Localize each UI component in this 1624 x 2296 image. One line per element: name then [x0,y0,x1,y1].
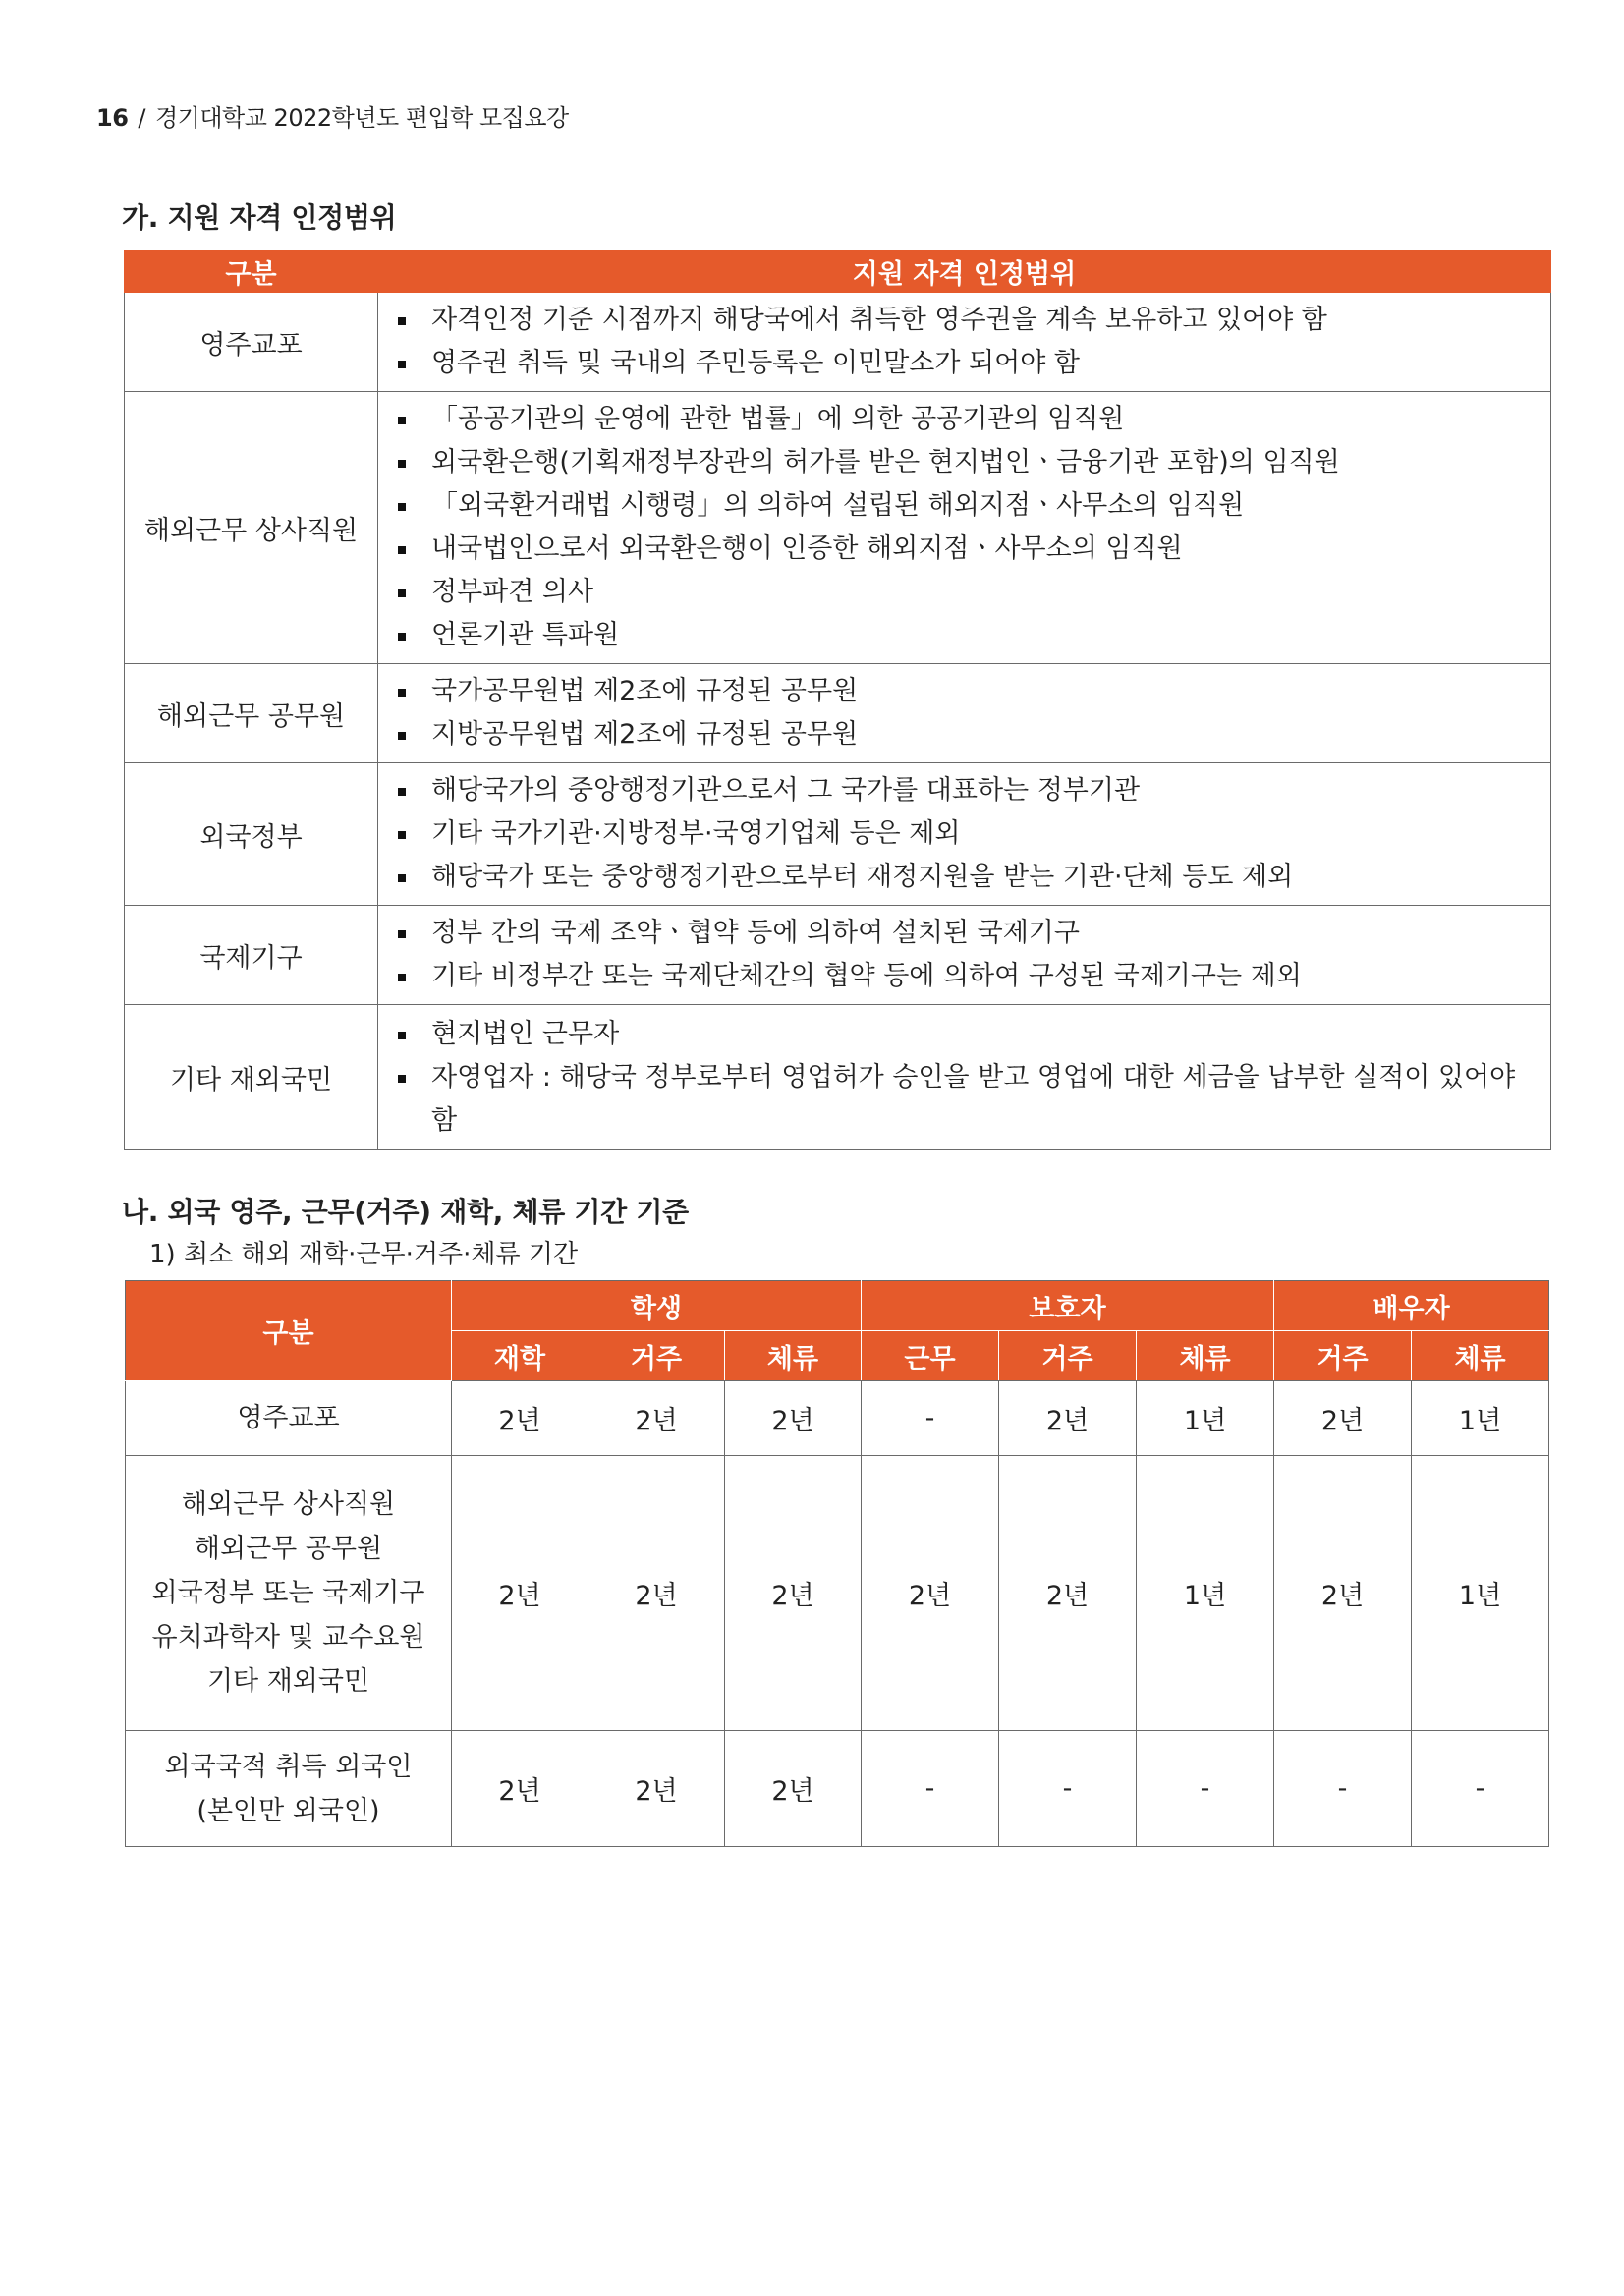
row-category: 기타 재외국민 [125,1005,378,1150]
row-items [378,763,1551,906]
list-item: 기타 비정부간 또는 국제단체간의 협약 등에 의하여 구성된 국제기구는 제외 [392,955,1537,998]
table-header-category: 구분 [125,251,378,293]
eligibility-table [124,250,1551,1150]
category-line: 해외근무 상사직원 [181,1489,396,1520]
category-line: 기타 재외국민 [206,1666,370,1697]
period-cell: - [999,1731,1137,1847]
row-items [378,664,1551,763]
period-cell: 2년 [999,1456,1137,1731]
list-item: 기타 국가기관·지방정부·국영기업체 등은 제외 [392,812,1537,856]
category-line: (본인만 외국인) [196,1795,380,1826]
list-item: 「외국환거래법 시행령」의 의하여 설립된 해외지점ㆍ사무소의 임직원 [392,484,1537,528]
period-cell: - [1274,1731,1412,1847]
row-category: 해외근무 상사직원 [125,392,378,664]
group-header-guardian: 보호자 [862,1281,1274,1331]
category-line: 해외근무 공무원 [194,1534,383,1564]
period-cell: 2년 [452,1731,588,1847]
table-header-scope: 지원 자격 인정범위 [378,251,1551,293]
row-category [126,1456,452,1731]
list-item: 정부파견 의사 [392,571,1537,614]
list-item: 내국법인으로서 외국환은행이 인증한 해외지점ㆍ사무소의 임직원 [392,528,1537,571]
list-item: 자영업자 : 해당국 정부로부터 영업허가 승인을 받고 영업에 대한 세금을 납부한 실적이 있어야 함 [392,1056,1537,1143]
period-cell: - [862,1731,999,1847]
row-items [378,906,1551,1005]
subcol-header: 거주 [588,1331,725,1381]
period-cell: 2년 [452,1381,588,1456]
table-header-category: 구분 [126,1281,452,1381]
table-row [126,1456,1549,1731]
period-cell: 2년 [725,1456,862,1731]
group-header-student: 학생 [452,1281,862,1331]
list-item: 해당국가 또는 중앙행정기관으로부터 재정지원을 받는 기관·단체 등도 제외 [392,856,1537,899]
table-row [126,1381,1549,1456]
list-item: 언론기관 특파원 [392,614,1537,657]
row-category: 해외근무 공무원 [125,664,378,763]
list-item: 정부 간의 국제 조약ㆍ협약 등에 의하여 설치된 국제기구 [392,912,1537,955]
category-line: 유치과학자 및 교수요원 [151,1622,425,1652]
period-cell: 1년 [1412,1456,1549,1731]
subcol-header: 근무 [862,1331,999,1381]
list-item: 해당국가의 중앙행정기관으로서 그 국가를 대표하는 정부기관 [392,769,1537,812]
period-cell: 1년 [1412,1381,1549,1456]
period-cell: - [1137,1731,1274,1847]
residence-period-table [125,1280,1549,1847]
table-row [125,763,1551,906]
document-title: 경기대학교 2022학년도 편입학 모집요강 [155,104,569,132]
period-cell: 1년 [1137,1381,1274,1456]
page-number: 16 [96,104,129,132]
category-line: 외국정부 또는 국제기구 [151,1578,425,1608]
row-items [378,392,1551,664]
category-line: 영주교포 [237,1403,340,1433]
period-cell: 2년 [588,1731,725,1847]
row-category: 외국정부 [125,763,378,906]
period-cell: 1년 [1137,1456,1274,1731]
subcol-header: 재학 [452,1331,588,1381]
table-row [125,664,1551,763]
subcol-header: 체류 [1137,1331,1274,1381]
table-row [125,392,1551,664]
subcol-header: 체류 [1412,1331,1549,1381]
row-category: 국제기구 [125,906,378,1005]
list-item: 「공공기관의 운영에 관한 법률」에 의한 공공기관의 임직원 [392,398,1537,441]
period-cell: 2년 [588,1456,725,1731]
list-item: 국가공무원법 제2조에 규정된 공무원 [392,670,1537,713]
period-cell: 2년 [999,1381,1137,1456]
section-b-subtitle: 1) 최소 해외 재학·근무·거주·체류 기간 [149,1240,579,1269]
period-cell: - [1412,1731,1549,1847]
list-item: 외국환은행(기획재정부장관의 허가를 받은 현지법인ㆍ금융기관 포함)의 임직원 [392,441,1537,484]
period-cell: - [862,1381,999,1456]
section-b-title: 나. 외국 영주, 근무(거주) 재학, 체류 기간 기준 [122,1196,689,1228]
list-item: 자격인정 기준 시점까지 해당국에서 취득한 영주권을 계속 보유하고 있어야 함 [392,299,1537,342]
period-cell: 2년 [1274,1456,1412,1731]
list-item: 지방공무원법 제2조에 규정된 공무원 [392,713,1537,756]
period-cell: 2년 [725,1731,862,1847]
table-row [125,293,1551,392]
subcol-header: 거주 [999,1331,1137,1381]
row-category: 영주교포 [125,293,378,392]
subcol-header: 체류 [725,1331,862,1381]
list-item: 현지법인 근무자 [392,1013,1537,1056]
table-row [126,1731,1549,1847]
section-a-title: 가. 지원 자격 인정범위 [122,201,397,234]
group-header-spouse: 배우자 [1274,1281,1549,1331]
period-cell: 2년 [725,1381,862,1456]
period-cell: 2년 [1274,1381,1412,1456]
subcol-header: 거주 [1274,1331,1412,1381]
list-item: 영주권 취득 및 국내의 주민등록은 이민말소가 되어야 함 [392,342,1537,385]
row-items [378,293,1551,392]
category-line: 외국국적 취득 외국인 [164,1751,413,1782]
period-cell: 2년 [452,1456,588,1731]
period-cell: 2년 [862,1456,999,1731]
header-separator: / [138,104,145,132]
row-category [126,1381,452,1456]
page-header [96,98,569,133]
row-items [378,1005,1551,1150]
row-category [126,1731,452,1847]
period-cell: 2년 [588,1381,725,1456]
table-row [125,1005,1551,1150]
table-row [125,906,1551,1005]
